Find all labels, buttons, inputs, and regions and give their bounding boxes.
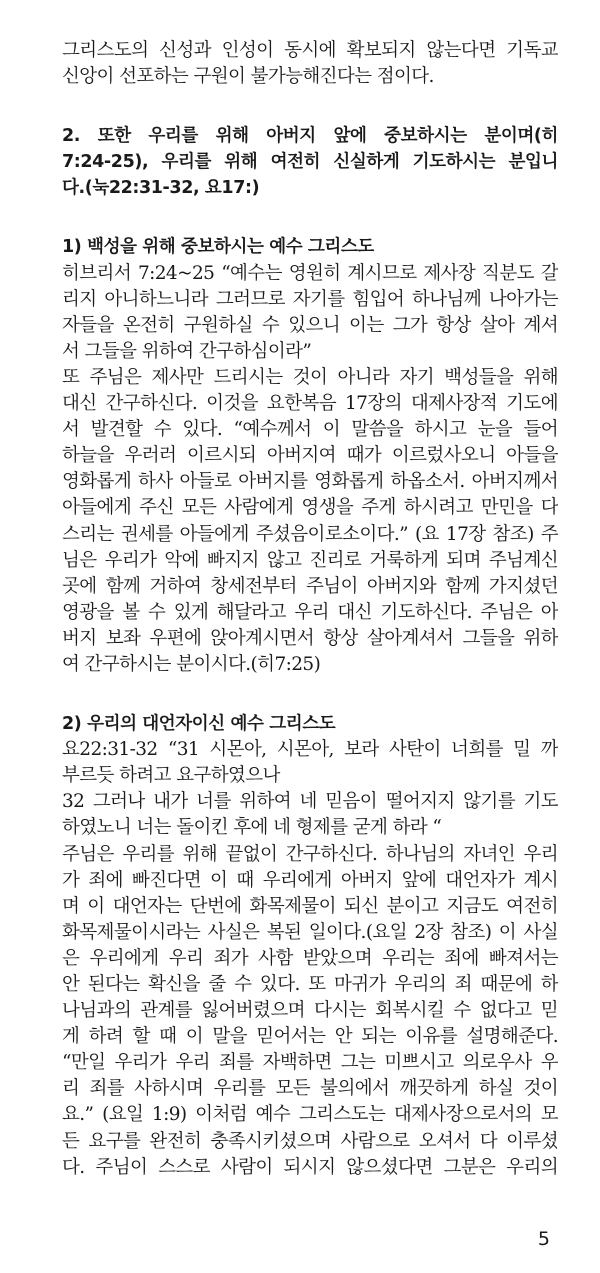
text-line: 아들에게 주신 모든 사람에게 영생을 주게 하시려고 만민을 다: [62, 497, 558, 519]
intro-paragraph: [62, 38, 558, 90]
text-line: 하늘을 우러러 이르시되 아버지여 때가 이르렀사오니 아들을: [62, 445, 558, 467]
text-line: 며 이 대언자는 단번에 화목제물이 되신 분이고 지금도 여전히: [62, 895, 558, 917]
text-line: 여 간구하시는 분이시다.(히7:25): [62, 653, 321, 675]
text-line: 은 우리에게 우리 죄가 사함 받았으며 우리는 죄에 빠져서는: [62, 947, 558, 969]
text-line: 부르듯 하려고 요구하였으나: [62, 765, 280, 787]
text-line: 그리스도의 신성과 인성이 동시에 확보되지 않는다면 기독교: [62, 40, 558, 61]
text-line: 요.” (요일 1:9) 이처럼 예수 그리스도는 대제사장으로서의 모: [62, 1104, 558, 1126]
page-number: 5: [537, 1228, 550, 1250]
text-line: 요22:31-32 “31 시몬아, 시몬아, 보라 사탄이 너희를 밀 까: [62, 739, 558, 761]
text-line: 안 된다는 확신을 줄 수 있다. 또 마귀가 우리의 죄 때문에 하: [62, 974, 558, 995]
text-line: 히브리서 7:24~25 “예수는 영원히 계시므로 제사장 직분도 갈: [62, 262, 558, 284]
text-line: 또 주님은 제사만 드리시는 것이 아니라 자기 백성들을 위해: [62, 366, 558, 388]
subsection-title: 1) 백성을 위해 중보하시는 예수 그리스도: [62, 237, 374, 258]
heading-line: 2. 또한 우리를 위해 아버지 앞에 중보하시는 분이며(히: [62, 126, 558, 147]
text-line: 32 그러나 내가 너를 위하여 네 믿음이 떨어지지 않기를 기도: [62, 791, 558, 813]
subsection-1: [62, 234, 558, 678]
heading-line: 7:24-25), 우리를 위해 여전히 신실하게 기도하시는 분입니: [62, 152, 558, 173]
text-line: 화목제물이시라는 사실은 복된 일이다.(요일 2장 참조) 이 사실: [62, 921, 558, 943]
text-line: 서 발견할 수 있다. “예수께서 이 말씀을 하시고 눈을 들어: [62, 419, 558, 441]
text-line: 나님과의 관계를 잃어버렸으며 다시는 회복시킬 수 없다고 믿: [62, 1000, 558, 1022]
document-page: [62, 38, 558, 1181]
text-line: 리 죄를 사하시며 우리를 모든 불의에서 깨끗하게 하실 것이: [62, 1078, 558, 1100]
subsection-title: 2) 우리의 대언자이신 예수 그리스도: [62, 714, 336, 735]
heading-line: 다.(눅22:31-32, 요17:): [62, 178, 260, 199]
text-line: 하였노니 너는 돌이킨 후에 네 형제를 굳게 하라 “: [62, 817, 442, 839]
text-line: 리지 아니하느니라 그러므로 자기를 힘입어 하나님께 나아가는: [62, 288, 558, 310]
text-line: 대신 간구하신다. 이것을 요한복음 17장의 대제사장적 기도에: [62, 393, 558, 415]
text-line: 님은 우리가 악에 빠지지 않고 진리로 거룩하게 되며 주님계신: [62, 549, 558, 571]
text-line: 영광을 볼 수 있게 해달라고 우리 대신 기도하신다. 주님은 아: [62, 601, 558, 623]
text-line: 신앙이 선포하는 구원이 불가능해진다는 점이다.: [62, 66, 434, 88]
text-line: “만일 우리가 우리 죄를 자백하면 그는 미쁘시고 의로우사 우: [62, 1052, 558, 1074]
text-line: 가 죄에 빠진다면 이 때 우리에게 아버지 앞에 대언자가 계시: [62, 869, 558, 891]
text-line: 스리는 권세를 아들에게 주셨음이로소이다.” (요 17장 참조) 주: [62, 523, 558, 545]
text-line: 서 그들을 위하여 간구하심이라”: [62, 340, 312, 362]
subsection-2: [62, 711, 558, 1181]
text-line: 게 하려 할 때 이 말을 믿어서는 안 되는 이유를 설명해준다.: [62, 1026, 558, 1048]
section-2-heading: [62, 123, 558, 201]
text-line: 곳에 함께 거하여 창세전부터 주님이 아버지와 함께 가지셨던: [62, 575, 558, 597]
text-line: 버지 보좌 우편에 앉아계시면서 항상 살아계셔서 그들을 위하: [62, 627, 558, 649]
text-line: 영화롭게 하사 아들로 아버지를 영화롭게 하옵소서. 아버지께서: [62, 471, 558, 493]
text-line: 다. 주님이 스스로 사람이 되시지 않으셨다면 그분은 우리의: [62, 1156, 558, 1178]
text-line: 든 요구를 완전히 충족시키셨으며 사람으로 오셔서 다 이루셨: [62, 1130, 558, 1152]
text-line: 주님은 우리를 위해 끝없이 간구하신다. 하나님의 자녀인 우리: [62, 843, 558, 865]
text-line: 자들을 온전히 구원하실 수 있으니 이는 그가 항상 살아 계셔: [62, 314, 558, 336]
